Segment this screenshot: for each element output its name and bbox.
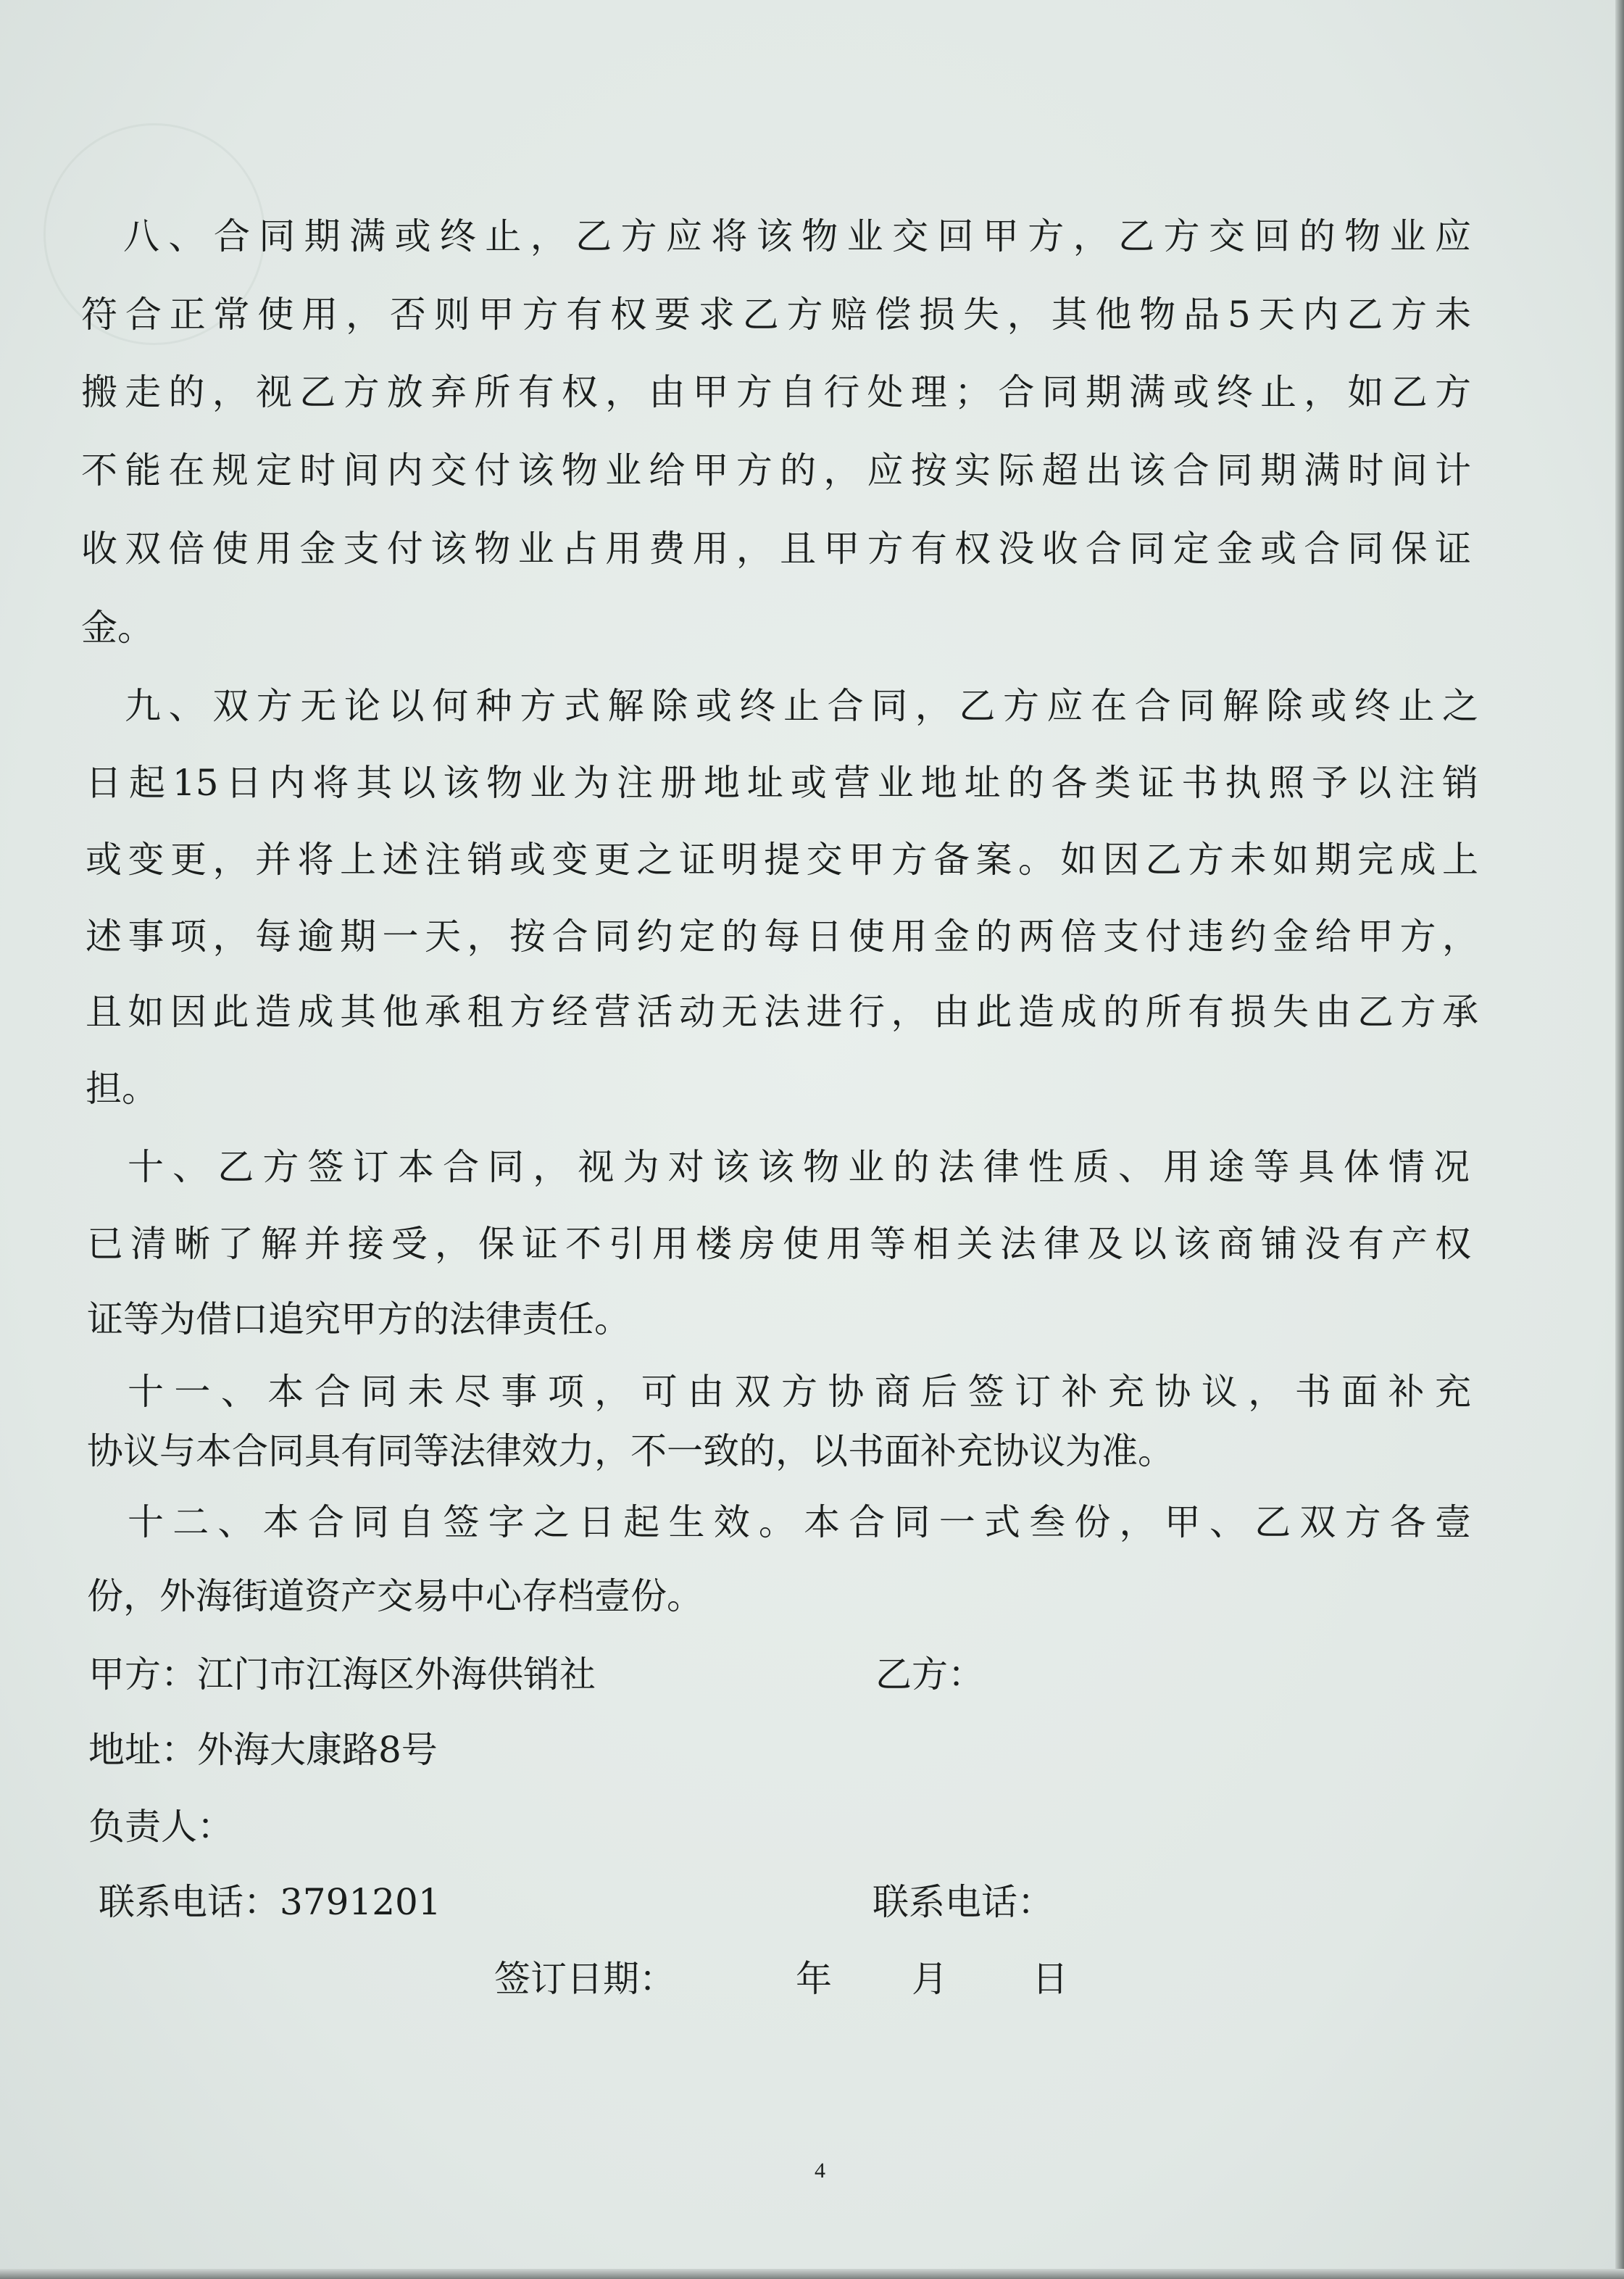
clause-10-line-3: 证等为借口追究甲方的法律责任。 xyxy=(87,1298,630,1340)
sign-date-day: 日 xyxy=(1032,1958,1068,2000)
clause-8-line-3: 搬走的，视乙方放弃所有权，由甲方自行处理；合同期满或终止，如乙方 xyxy=(81,371,1471,413)
clause-10-line-2: 已清晰了解并接受，保证不引用楼房使用等相关法律及以该商铺没有产权 xyxy=(87,1223,1471,1265)
party-a-address: 地址：外海大康路8号 xyxy=(88,1729,438,1771)
clause-8-line-4: 不能在规定时间内交付该物业给甲方的，应按实际超出该合同期满时间计 xyxy=(81,449,1471,491)
clause-10-line-1: 十、乙方签订本合同，视为对该该物业的法律性质、用途等具体情况 xyxy=(128,1146,1470,1188)
scan-edge-right xyxy=(1615,0,1624,2279)
clause-12-line-1: 十二、本合同自签字之日起生效。本合同一式叁份，甲、乙双方各壹 xyxy=(128,1501,1471,1543)
clause-9-line-4: 述事项，每逾期一天，按合同约定的每日使用金的两倍支付违约金给甲方， xyxy=(86,916,1478,958)
sign-date-month: 月 xyxy=(912,1958,948,2000)
clause-8-line-6: 金。 xyxy=(81,607,154,649)
clause-8-line-1: 八、合同期满或终止，乙方应将该物业交回甲方，乙方交回的物业应 xyxy=(123,215,1471,257)
clause-12-line-2: 份，外海街道资产交易中心存档壹份。 xyxy=(87,1575,703,1617)
party-b-name: 乙方： xyxy=(875,1653,984,1695)
clause-9-line-2: 日起15日内将其以该物业为注册地址或营业地址的各类证书执照予以注销 xyxy=(86,762,1478,804)
page-number: 4 xyxy=(815,2159,825,2183)
scan-edge-bottom xyxy=(0,2269,1624,2279)
clause-11-line-2: 协议与本合同具有同等法律效力，不一致的，以书面补充协议为准。 xyxy=(87,1430,1174,1472)
clause-8-line-2: 符合正常使用，否则甲方有权要求乙方赔偿损失，其他物品5天内乙方未 xyxy=(81,294,1471,336)
clause-9-line-6: 担。 xyxy=(86,1068,158,1110)
party-a-name: 甲方：江门市江海区外海供销社 xyxy=(88,1653,596,1695)
party-b-phone: 联系电话： xyxy=(873,1881,1054,1923)
sign-date-year: 年 xyxy=(796,1958,832,2000)
clause-8-line-5: 收双倍使用金支付该物业占用费用，且甲方有权没收合同定金或合同保证 xyxy=(81,528,1471,570)
clause-9-line-3: 或变更，并将上述注销或变更之证明提交甲方备案。如因乙方未如期完成上 xyxy=(86,839,1478,881)
responsible-person: 负责人： xyxy=(88,1806,233,1848)
clause-9-line-1: 九、双方无论以何种方式解除或终止合同，乙方应在合同解除或终止之 xyxy=(125,685,1478,727)
party-a-phone: 联系电话：3791201 xyxy=(99,1881,441,1923)
clause-11-line-1: 十一、本合同未尽事项，可由双方协商后签订补充协议，书面补充 xyxy=(128,1371,1471,1413)
clause-9-line-5: 且如因此造成其他承租方经营活动无法进行，由此造成的所有损失由乙方承 xyxy=(86,991,1478,1033)
sign-date-label: 签订日期： xyxy=(494,1958,675,2000)
